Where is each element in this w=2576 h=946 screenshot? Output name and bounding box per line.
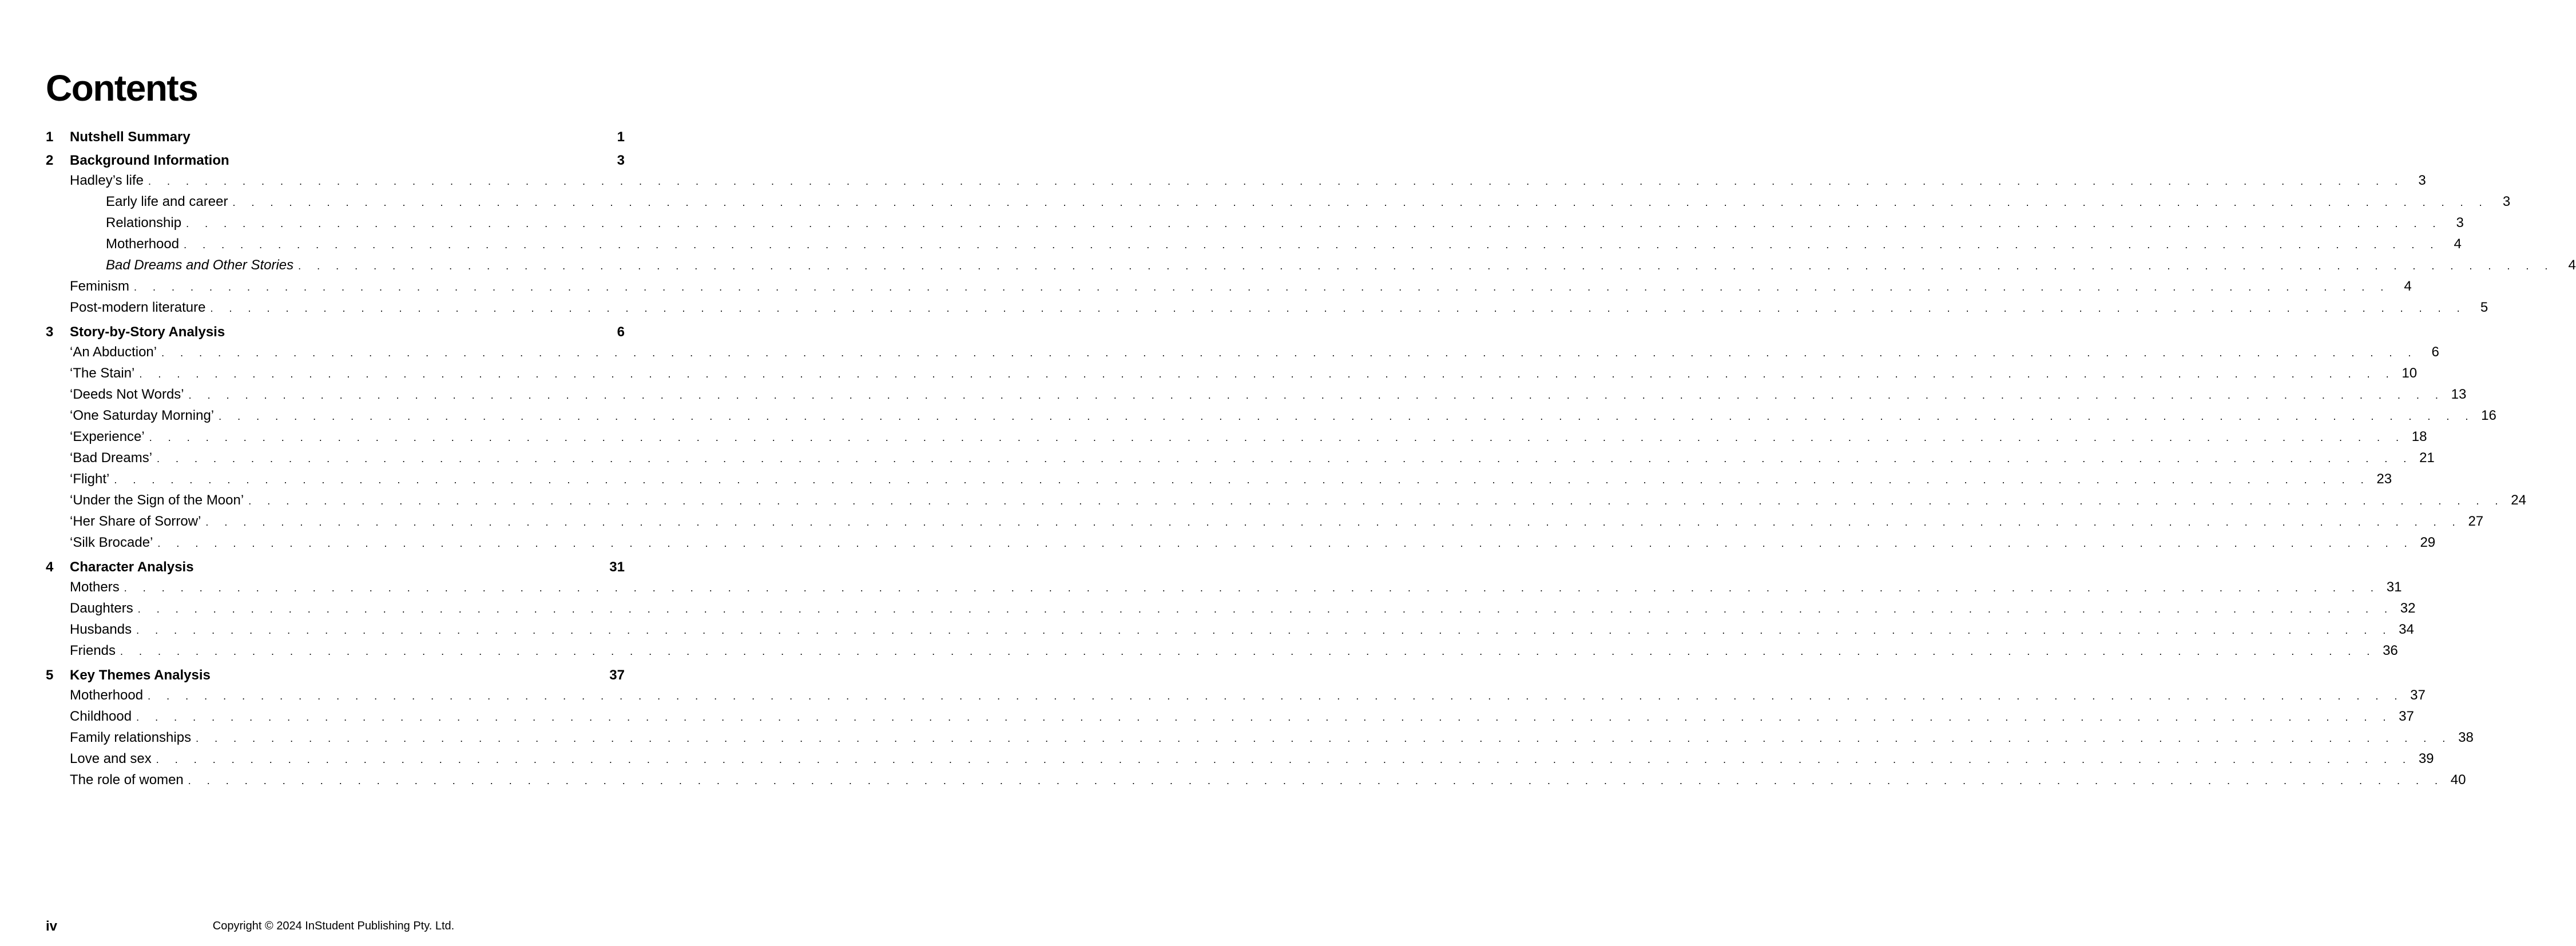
entry-page-number: 36 xyxy=(2383,643,2398,658)
toc-entry-row[interactable] xyxy=(46,255,2576,276)
entry-page-number: 4 xyxy=(2404,279,2412,294)
entry-title: Hadley’s life xyxy=(70,173,144,188)
toc-entry-row[interactable] xyxy=(46,706,2414,728)
toc-entry-row[interactable] xyxy=(46,469,2392,490)
entry-page-number: 24 xyxy=(2511,492,2526,508)
dot-leader: . . . . . . . . . . . . . . . . . . . . . . . . . . . . . . . . . . . . . . . . . . . . . . . . . . . . . . . . . . . . . . . . . . . . . . . . . . . . . . . . . . . . . . . . . . . . . . . . . . . . . . . . . . . . . . . . . . . . . . . . xyxy=(157,453,2413,464)
chapter-title: Nutshell Summary xyxy=(70,129,190,145)
chapter-page-number: 6 xyxy=(617,324,625,340)
entry-page-number: 29 xyxy=(2420,535,2436,550)
chapter-number: 4 xyxy=(46,559,54,575)
toc-entry-row[interactable] xyxy=(46,427,2427,448)
entry-page-number: 31 xyxy=(2386,579,2402,595)
entry-page-number: 37 xyxy=(2399,709,2414,724)
chapter-title: Character Analysis xyxy=(70,559,194,575)
toc-entry-row[interactable] xyxy=(46,577,2402,598)
dot-leader: . . . . . . . . . . . . . . . . . . . . . . . . . . . . . . . . . . . . . . . . . . . . . . . . . . . . . . . . . . . . . . . . . . . . . . . . . . . . . . . . . . . . . . . . . . . . . . . . . . . . . . . . . . . . . . . . . . . . . . . . xyxy=(232,197,2489,208)
toc-entry-row[interactable] xyxy=(46,363,2418,384)
toc-entry-row[interactable] xyxy=(46,170,2426,192)
entry-title: Childhood xyxy=(70,709,132,724)
dot-leader: . . . . . . . . . . . . . . . . . . . . . . . . . . . . . . . . . . . . . . . . . . . . . . . . . . . . . . . . . . . . . . . . . . . . . . . . . . . . . . . . . . . . . . . . . . . . . . . . . . . . . . . . . . . . . . . . . . . . . . . . xyxy=(205,516,2462,528)
dot-leader: . . . . . . . . . . . . . . . . . . . . . . . . . . . . . . . . . . . . . . . . . . . . . . . . . . . . . . . . . . . . . . . . . . . . . . . . . . . . . . . . . . . . . . . . . . . . . . . . . . . . . . . . . . . . . . . . . . . . . . . . xyxy=(148,176,2404,187)
footer-copyright: Copyright © 2024 InStudent Publishing Pty. Ltd. xyxy=(212,920,455,932)
dot-leader: . . . . . . . . . . . . . . . . . . . . . . . . . . . . . . . . . . . . . . . . . . . . . . . . . . . . . . . . . . . . . . . . . . . . . . . . . . . . . . . . . . . . . . . . . . . . . . . . . . . . . . . . . . . . . . . . . . . . . . . . xyxy=(196,733,2452,744)
entry-page-number: 3 xyxy=(2418,173,2426,188)
dot-leader: . . . . . . . . . . . . . . . . . . . . . . . . . . . . . . . . . . . . . . . . . . . . . . . . . . . . . . . . . . . . . . . . . . . . . . . . . . . . . . . . . . . . . . . . . . . . . . . . . . . . . . . . . . . . . . . . . . . . . . . . xyxy=(219,411,2475,422)
entry-title: ‘Bad Dreams’ xyxy=(70,450,153,466)
dot-leader: . . . . . . . . . . . . . . . . . . . . . . . . . . . . . . . . . . . . . . . . . . . . . . . . . . . . . . . . . . . . . . . . . . . . . . . . . . . . . . . . . . . . . . . . . . . . . . . . . . . . . . . . . . . . . . . . . . . . . . . . xyxy=(136,625,2392,636)
entry-page-number: 23 xyxy=(2376,471,2392,487)
toc-entry-row[interactable] xyxy=(46,384,2467,406)
toc-entry-row[interactable] xyxy=(46,641,2398,662)
entry-page-number: 5 xyxy=(2480,300,2488,315)
chapter-page-number: 1 xyxy=(617,129,625,145)
entry-title: ‘Her Share of Sorrow’ xyxy=(70,514,201,529)
toc-entry-row[interactable] xyxy=(46,728,2474,749)
entry-page-number: 4 xyxy=(2568,257,2576,273)
toc-entry-row[interactable] xyxy=(46,276,2412,297)
toc-entry-row[interactable] xyxy=(46,532,2436,554)
dot-leader: . . . . . . . . . . . . . . . . . . . . . . . . . . . . . . . . . . . . . . . . . . . . . . . . . . . . . . . . . . . . . . . . . . . . . . . . . . . . . . . . . . . . . . . . . . . . . . . . . . . . . . . . . . . . . . . . . . . . . . . . xyxy=(156,754,2412,765)
toc-chapter-row[interactable] xyxy=(46,322,625,342)
entry-title: Family relationships xyxy=(70,730,192,745)
dot-leader: . . . . . . . . . . . . . . . . . . . . . . . . . . . . . . . . . . . . . . . . . . . . . . . . . . . . . . . . . . . . . . . . . . . . . . . . . . . . . . . . . . . . . . . . . . . . . . . . . . . . . . . . . . . . . . . . . . . . . . . . xyxy=(186,218,2442,229)
entry-title: ‘An Abduction’ xyxy=(70,344,157,360)
toc-entry-row[interactable] xyxy=(46,598,2416,619)
dot-leader: . . . . . . . . . . . . . . . . . . . . . . . . . . . . . . . . . . . . . . . . . . . . . . . . . . . . . . . . . . . . . . . . . . . . . . . . . . . . . . . . . . . . . . . . . . . . . . . . . . . . . . . . . . . . . . . . . . . . . . . . xyxy=(139,368,2396,380)
dot-leader: . . . . . . . . . . . . . . . . . . . . . . . . . . . . . . . . . . . . . . . . . . . . . . . . . . . . . . . . . . . . . . . . . . . . . . . . . . . . . . . . . . . . . . . . . . . . . . . . . . . . . . . . . . . . . . . . . . . . . . . . xyxy=(184,239,2440,251)
entry-title: ‘The Stain’ xyxy=(70,365,135,381)
dot-leader: . . . . . . . . . . . . . . . . . . . . . . . . . . . . . . . . . . . . . . . . . . . . . . . . . . . . . . . . . . . . . . . . . . . . . . . . . . . . . . . . . . . . . . . . . . . . . . . . . . . . . . . . . . . . . . . . . . . . . . . . xyxy=(248,495,2504,507)
entry-page-number: 40 xyxy=(2450,772,2466,788)
entry-page-number: 3 xyxy=(2456,215,2464,230)
entry-page-number: 38 xyxy=(2458,730,2474,745)
toc-entry-row[interactable] xyxy=(46,406,2496,427)
entry-page-number: 37 xyxy=(2410,687,2426,703)
entry-page-number: 32 xyxy=(2400,601,2416,616)
entry-title: Motherhood xyxy=(106,236,180,252)
entry-title: Post-modern literature xyxy=(70,300,206,315)
toc-chapter-row[interactable] xyxy=(46,557,625,577)
toc-entry-row[interactable] xyxy=(46,448,2435,469)
entry-title: The role of women xyxy=(70,772,184,788)
entry-title: ‘Experience’ xyxy=(70,429,145,444)
dot-leader: . . . . . . . . . . . . . . . . . . . . . . . . . . . . . . . . . . . . . . . . . . . . . . . . . . . . . . . . . . . . . . . . . . . . . . . . . . . . . . . . . . . . . . . . . . . . . . . . . . . . . . . . . . . . . . . . . . . . . . . . xyxy=(120,646,2376,657)
entry-title: Feminism xyxy=(70,279,130,294)
chapter-page-number: 37 xyxy=(609,667,625,683)
toc-chapter-row[interactable] xyxy=(46,150,625,170)
entry-title: Love and sex xyxy=(70,751,152,766)
dot-leader: . . . . . . . . . . . . . . . . . . . . . . . . . . . . . . . . . . . . . . . . . . . . . . . . . . . . . . . . . . . . . . . . . . . . . . . . . . . . . . . . . . . . . . . . . . . . . . . . . . . . . . . . . . . . . . . . . . . . . . . . xyxy=(188,389,2445,401)
chapter-page-number: 31 xyxy=(609,559,625,575)
dot-leader: . . . . . . . . . . . . . . . . . . . . . . . . . . . . . . . . . . . . . . . . . . . . . . . . . . . . . . . . . . . . . . . . . . . . . . . . . . . . . . . . . . . . . . . . . . . . . . . . . . . . . . . . . . . . . . . . . . . . . . . . xyxy=(161,347,2418,359)
toc-entry-row[interactable] xyxy=(46,192,2511,213)
entry-page-number: 4 xyxy=(2454,236,2462,252)
toc-entry-row[interactable] xyxy=(46,619,2414,641)
footer-page-number: iv xyxy=(46,919,58,934)
page-title: Contents xyxy=(46,67,198,109)
toc-chapter-row[interactable] xyxy=(46,127,625,147)
entry-title: Bad Dreams and Other Stories xyxy=(106,257,294,273)
dot-leader: . . . . . . . . . . . . . . . . . . . . . . . . . . . . . . . . . . . . . . . . . . . . . . . . . . . . . . . . . . . . . . . . . . . . . . . . . . . . . . . . . . . . . . . . . . . . . . . . . . . . . . . . . . . . . . . . . . . . . . . . xyxy=(134,281,2390,293)
entry-title: Relationship xyxy=(106,215,182,230)
entry-page-number: 18 xyxy=(2411,429,2427,444)
toc-entry-row[interactable] xyxy=(46,342,2439,363)
chapter-number: 2 xyxy=(46,153,54,168)
entry-title: Mothers xyxy=(70,579,120,595)
dot-leader: . . . . . . . . . . . . . . . . . . . . . . . . . . . . . . . . . . . . . . . . . . . . . . . . . . . . . . . . . . . . . . . . . . . . . . . . . . . . . . . . . . . . . . . . . . . . . . . . . . . . . . . . . . . . . . . . . . . . . . . . xyxy=(157,538,2414,549)
entry-page-number: 16 xyxy=(2481,408,2496,423)
entry-page-number: 34 xyxy=(2399,622,2414,637)
chapter-page-number: 3 xyxy=(617,153,625,168)
entry-title: Daughters xyxy=(70,601,133,616)
dot-leader: . . . . . . . . . . . . . . . . . . . . . . . . . . . . . . . . . . . . . . . . . . . . . . . . . . . . . . . . . . . . . . . . . . . . . . . . . . . . . . . . . . . . . . . . . . . . . . . . . . . . . . . . . . . . . . . . . . . . . . . . xyxy=(136,712,2392,723)
entry-page-number: 39 xyxy=(2418,751,2434,766)
dot-leader: . . . . . . . . . . . . . . . . . . . . . . . . . . . . . . . . . . . . . . . . . . . . . . . . . . . . . . . . . . . . . . . . . . . . . . . . . . . . . . . . . . . . . . . . . . . . . . . . . . . . . . . . . . . . . . . . . . . . . . . . xyxy=(210,303,2467,314)
chapter-number: 3 xyxy=(46,324,54,340)
entry-page-number: 10 xyxy=(2402,365,2418,381)
entry-title: Friends xyxy=(70,643,116,658)
entry-title: ‘Flight’ xyxy=(70,471,110,487)
entry-title: ‘Under the Sign of the Moon’ xyxy=(70,492,244,508)
entry-title: ‘Deeds Not Words’ xyxy=(70,387,184,402)
entry-page-number: 3 xyxy=(2502,194,2511,209)
entry-title: Motherhood xyxy=(70,687,144,703)
chapter-title: Background Information xyxy=(70,153,229,168)
toc-entry-row[interactable] xyxy=(46,749,2434,770)
toc-entry-row[interactable] xyxy=(46,490,2526,511)
toc-entry-row[interactable] xyxy=(46,511,2484,532)
dot-leader: . . . . . . . . . . . . . . . . . . . . . . . . . . . . . . . . . . . . . . . . . . . . . . . . . . . . . . . . . . . . . . . . . . . . . . . . . . . . . . . . . . . . . . . . . . . . . . . . . . . . . . . . . . . . . . . . . . . . . . . . xyxy=(148,690,2404,702)
entry-page-number: 21 xyxy=(2419,450,2435,466)
chapter-number: 1 xyxy=(46,129,54,145)
toc-entry-row[interactable] xyxy=(46,234,2462,255)
toc-entry-row[interactable] xyxy=(46,297,2488,319)
entry-title: ‘Silk Brocade’ xyxy=(70,535,153,550)
entry-title: Husbands xyxy=(70,622,132,637)
table-of-contents xyxy=(46,127,2576,791)
entry-page-number: 27 xyxy=(2468,514,2484,529)
chapter-title: Key Themes Analysis xyxy=(70,667,211,683)
toc-entry-row[interactable] xyxy=(46,213,2464,234)
entry-page-number: 13 xyxy=(2451,387,2467,402)
dot-leader: . . . . . . . . . . . . . . . . . . . . . . . . . . . . . . . . . . . . . . . . . . . . . . . . . . . . . . . . . . . . . . . . . . . . . . . . . . . . . . . . . . . . . . . . . . . . . . . . . . . . . . . . . . . . . . . . . . . . . . . . xyxy=(124,582,2380,594)
toc-entry-row[interactable] xyxy=(46,685,2426,706)
dot-leader: . . . . . . . . . . . . . . . . . . . . . . . . . . . . . . . . . . . . . . . . . . . . . . . . . . . . . . . . . . . . . . . . . . . . . . . . . . . . . . . . . . . . . . . . . . . . . . . . . . . . . . . . . . . . . . . . . . . . . . . . xyxy=(149,432,2406,443)
dot-leader: . . . . . . . . . . . . . . . . . . . . . . . . . . . . . . . . . . . . . . . . . . . . . . . . . . . . . . . . . . . . . . . . . . . . . . . . . . . . . . . . . . . . . . . . . . . . . . . . . . . . . . . . . . . . . . . . . . . . . . . . xyxy=(114,474,2371,486)
entry-title: ‘One Saturday Morning’ xyxy=(70,408,215,423)
toc-chapter-row[interactable] xyxy=(46,665,625,685)
toc-entry-row[interactable] xyxy=(46,770,2466,791)
dot-leader: . . . . . . . . . . . . . . . . . . . . . . . . . . . . . . . . . . . . . . . . . . . . . . . . . . . . . . . . . . . . . . . . . . . . . . . . . . . . . . . . . . . . . . . . . . . . . . . . . . . . . . . . . . . . . . . . . . . . . . . . xyxy=(137,603,2394,615)
chapter-title: Story-by-Story Analysis xyxy=(70,324,225,340)
dot-leader: . . . . . . . . . . . . . . . . . . . . . . . . . . . . . . . . . . . . . . . . . . . . . . . . . . . . . . . . . . . . . . . . . . . . . . . . . . . . . . . . . . . . . . . . . . . . . . . . . . . . . . . . . . . . . . . . . . . . . . . . xyxy=(298,260,2554,272)
chapter-number: 5 xyxy=(46,667,54,683)
dot-leader: . . . . . . . . . . . . . . . . . . . . . . . . . . . . . . . . . . . . . . . . . . . . . . . . . . . . . . . . . . . . . . . . . . . . . . . . . . . . . . . . . . . . . . . . . . . . . . . . . . . . . . . . . . . . . . . . . . . . . . . . xyxy=(188,775,2444,786)
entry-page-number: 6 xyxy=(2431,344,2439,360)
entry-title: Early life and career xyxy=(106,194,228,209)
